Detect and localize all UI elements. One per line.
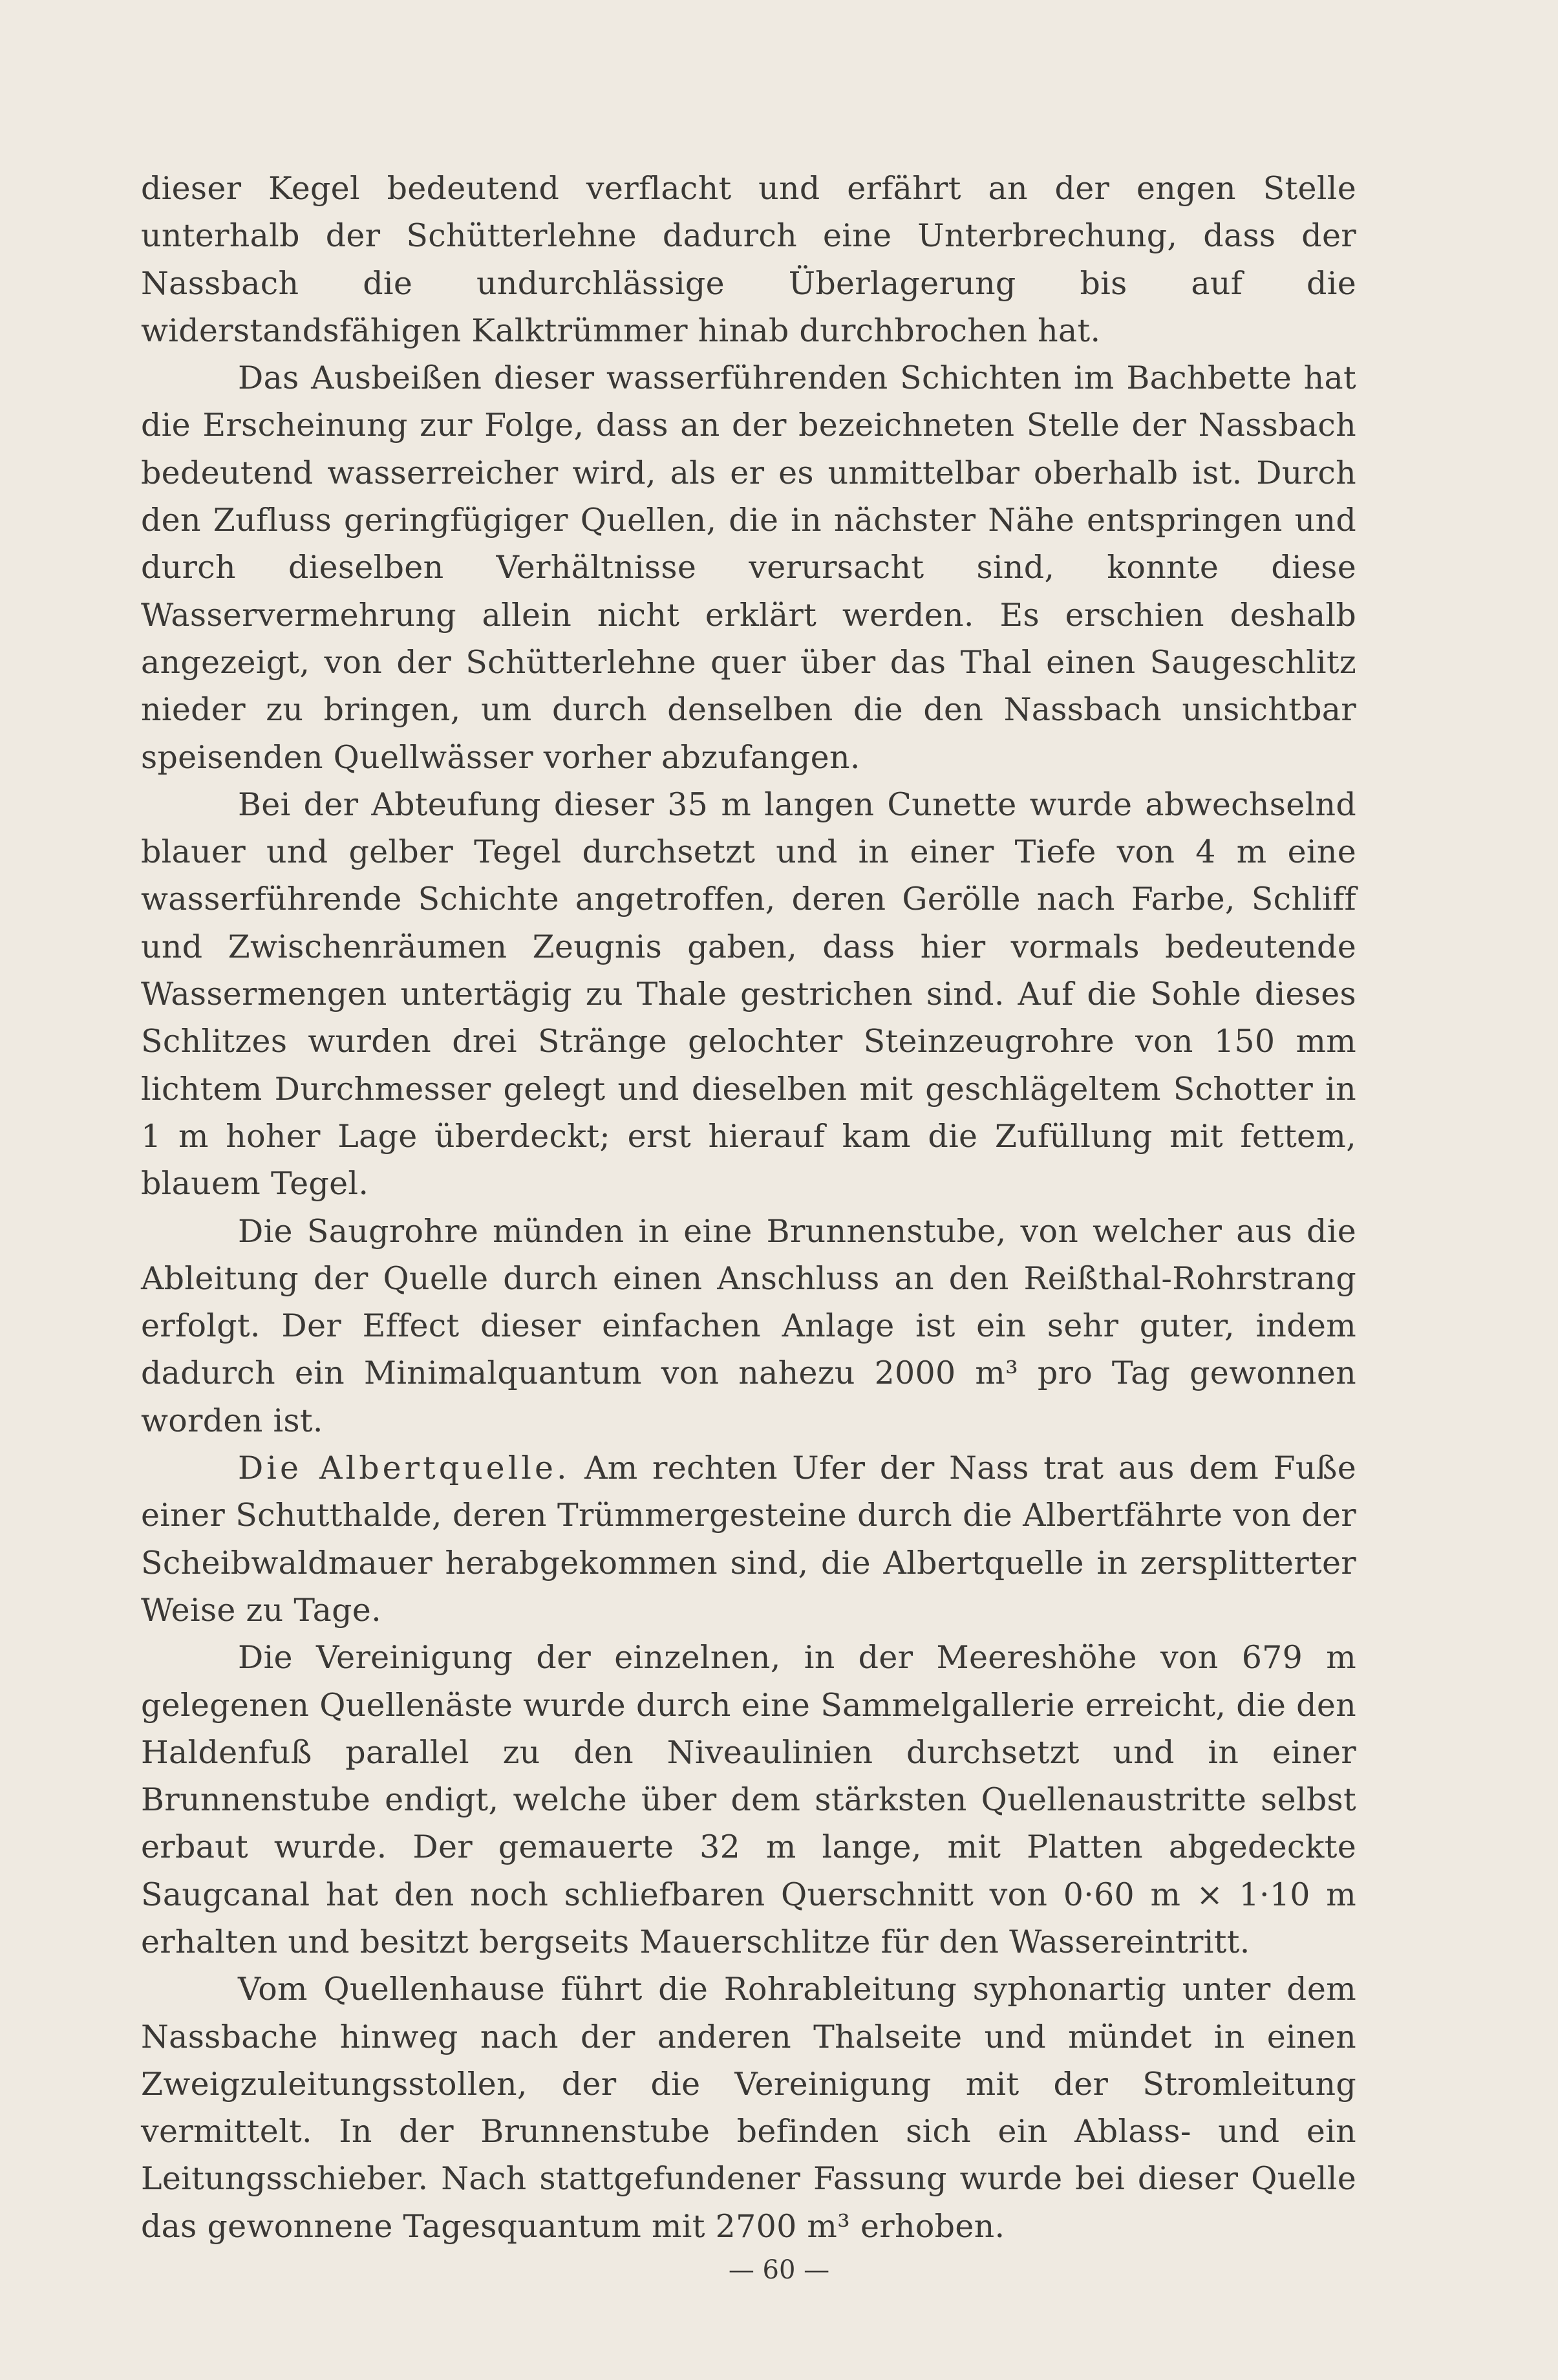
paragraph-albertquelle [141,1444,1356,1634]
paragraph: Bei der Abteufung dieser 35 m langen Cunette wurde abwechselnd blauer und gelber Tegel durchsetzt und in einer Tiefe von 4 m eine wasserführende Schichte angetroffen, deren Gerölle nach Farbe, Schliff und Zwischenräumen Zeugnis gaben, dass hier vormals bedeutende Wassermengen untertägig zu Thale gestrichen sind. Auf die Sohle dieses Schlitzes wurden drei Stränge gelochter Steinzeugrohre von 150 mm lichtem Durchmesser gelegt und dieselben mit geschlägeltem Schotter in 1 m hoher Lage überdeckt; erst hierauf kam die Zufüllung mit fettem, blauem Tegel. [141,786,1356,1203]
paragraph: Das Ausbeißen dieser wasserführenden Schichten im Bachbette hat die Erscheinung zur Folge, dass an der bezeichneten Stelle der Nassbach bedeutend wasserreicher wird, als er es unmittelbar oberhalb ist. Durch den Zufluss geringfügiger Quellen, die in nächster Nähe entspringen und durch dieselben Verhältnisse verursacht sind, konnte diese Wasservermehrung allein nicht erklärt werden. Es erschien deshalb angezeigt, von der Schütterlehne quer über das Thal einen Saugeschlitz nieder zu bringen, um durch denselben die den Nassbach unsichtbar speisenden Quellwässer vorher abzufangen. [141,359,1356,776]
section-heading: Die Albertquelle. [238,1450,570,1487]
paragraph: Die Vereinigung der einzelnen, in der Meereshöhe von 679 m gelegenen Quellenäste wurde durch eine Sammelgallerie erreicht, die den Haldenfuß parallel zu den Niveaulinien durchsetzt und in einer Brunnenstube endigt, welche über dem stärksten Quellenaustritte selbst erbaut wurde. Der gemauerte 32 m lange, mit Platten abgedeckte Saugcanal hat den noch schliefbaren Querschnitt von 0·60 m × 1·10 m erhalten und besitzt bergseits Mauerschlitze für den Wassereintritt. [141,1639,1356,1960]
paragraph-continuation: dieser Kegel bedeutend verflacht und erfährt an der engen Stelle unterhalb der Schütterlehne dadurch eine Unterbrechung, dass der Nassbach die undurchlässige Überlagerung bis auf die widerstandsfähigen Kalktrümmer hinab durchbrochen hat. [141,170,1356,349]
page-number: — 60 — [728,2255,830,2285]
body-text [141,165,1356,2250]
paragraph: Die Saugrohre münden in eine Brunnenstube, von welcher aus die Ableitung der Quelle durch einen Anschluss an den Reißthal-Rohrstrang erfolgt. Der Effect dieser einfachen Anlage ist ein sehr guter, indem dadurch ein Minimalquantum von nahezu 2000 m³ pro Tag gewonnen worden ist. [141,1212,1356,1439]
paragraph: Vom Quellenhause führt die Rohrableitung syphonartig unter dem Nassbache hinweg nach der anderen Thalseite und mündet in einen Zweigzuleitungsstollen, der die Vereinigung mit der Stromleitung vermittelt. In der Brunnenstube befinden sich ein Ablass- und ein Leitungsschieber. Nach stattgefundener Fassung wurde bei dieser Quelle das gewonnene Tagesquantum mit 2700 m³ erhoben. [141,1971,1356,2245]
paragraph-text: Am rechten Ufer der Nass trat aus dem Fuße einer Schutthalde, deren Trümmergesteine durch die Albertfährte von der Scheibwaldmauer herabgekommen sind, die Albertquelle in zersplitterter Weise zu Tage. [141,1450,1356,1629]
